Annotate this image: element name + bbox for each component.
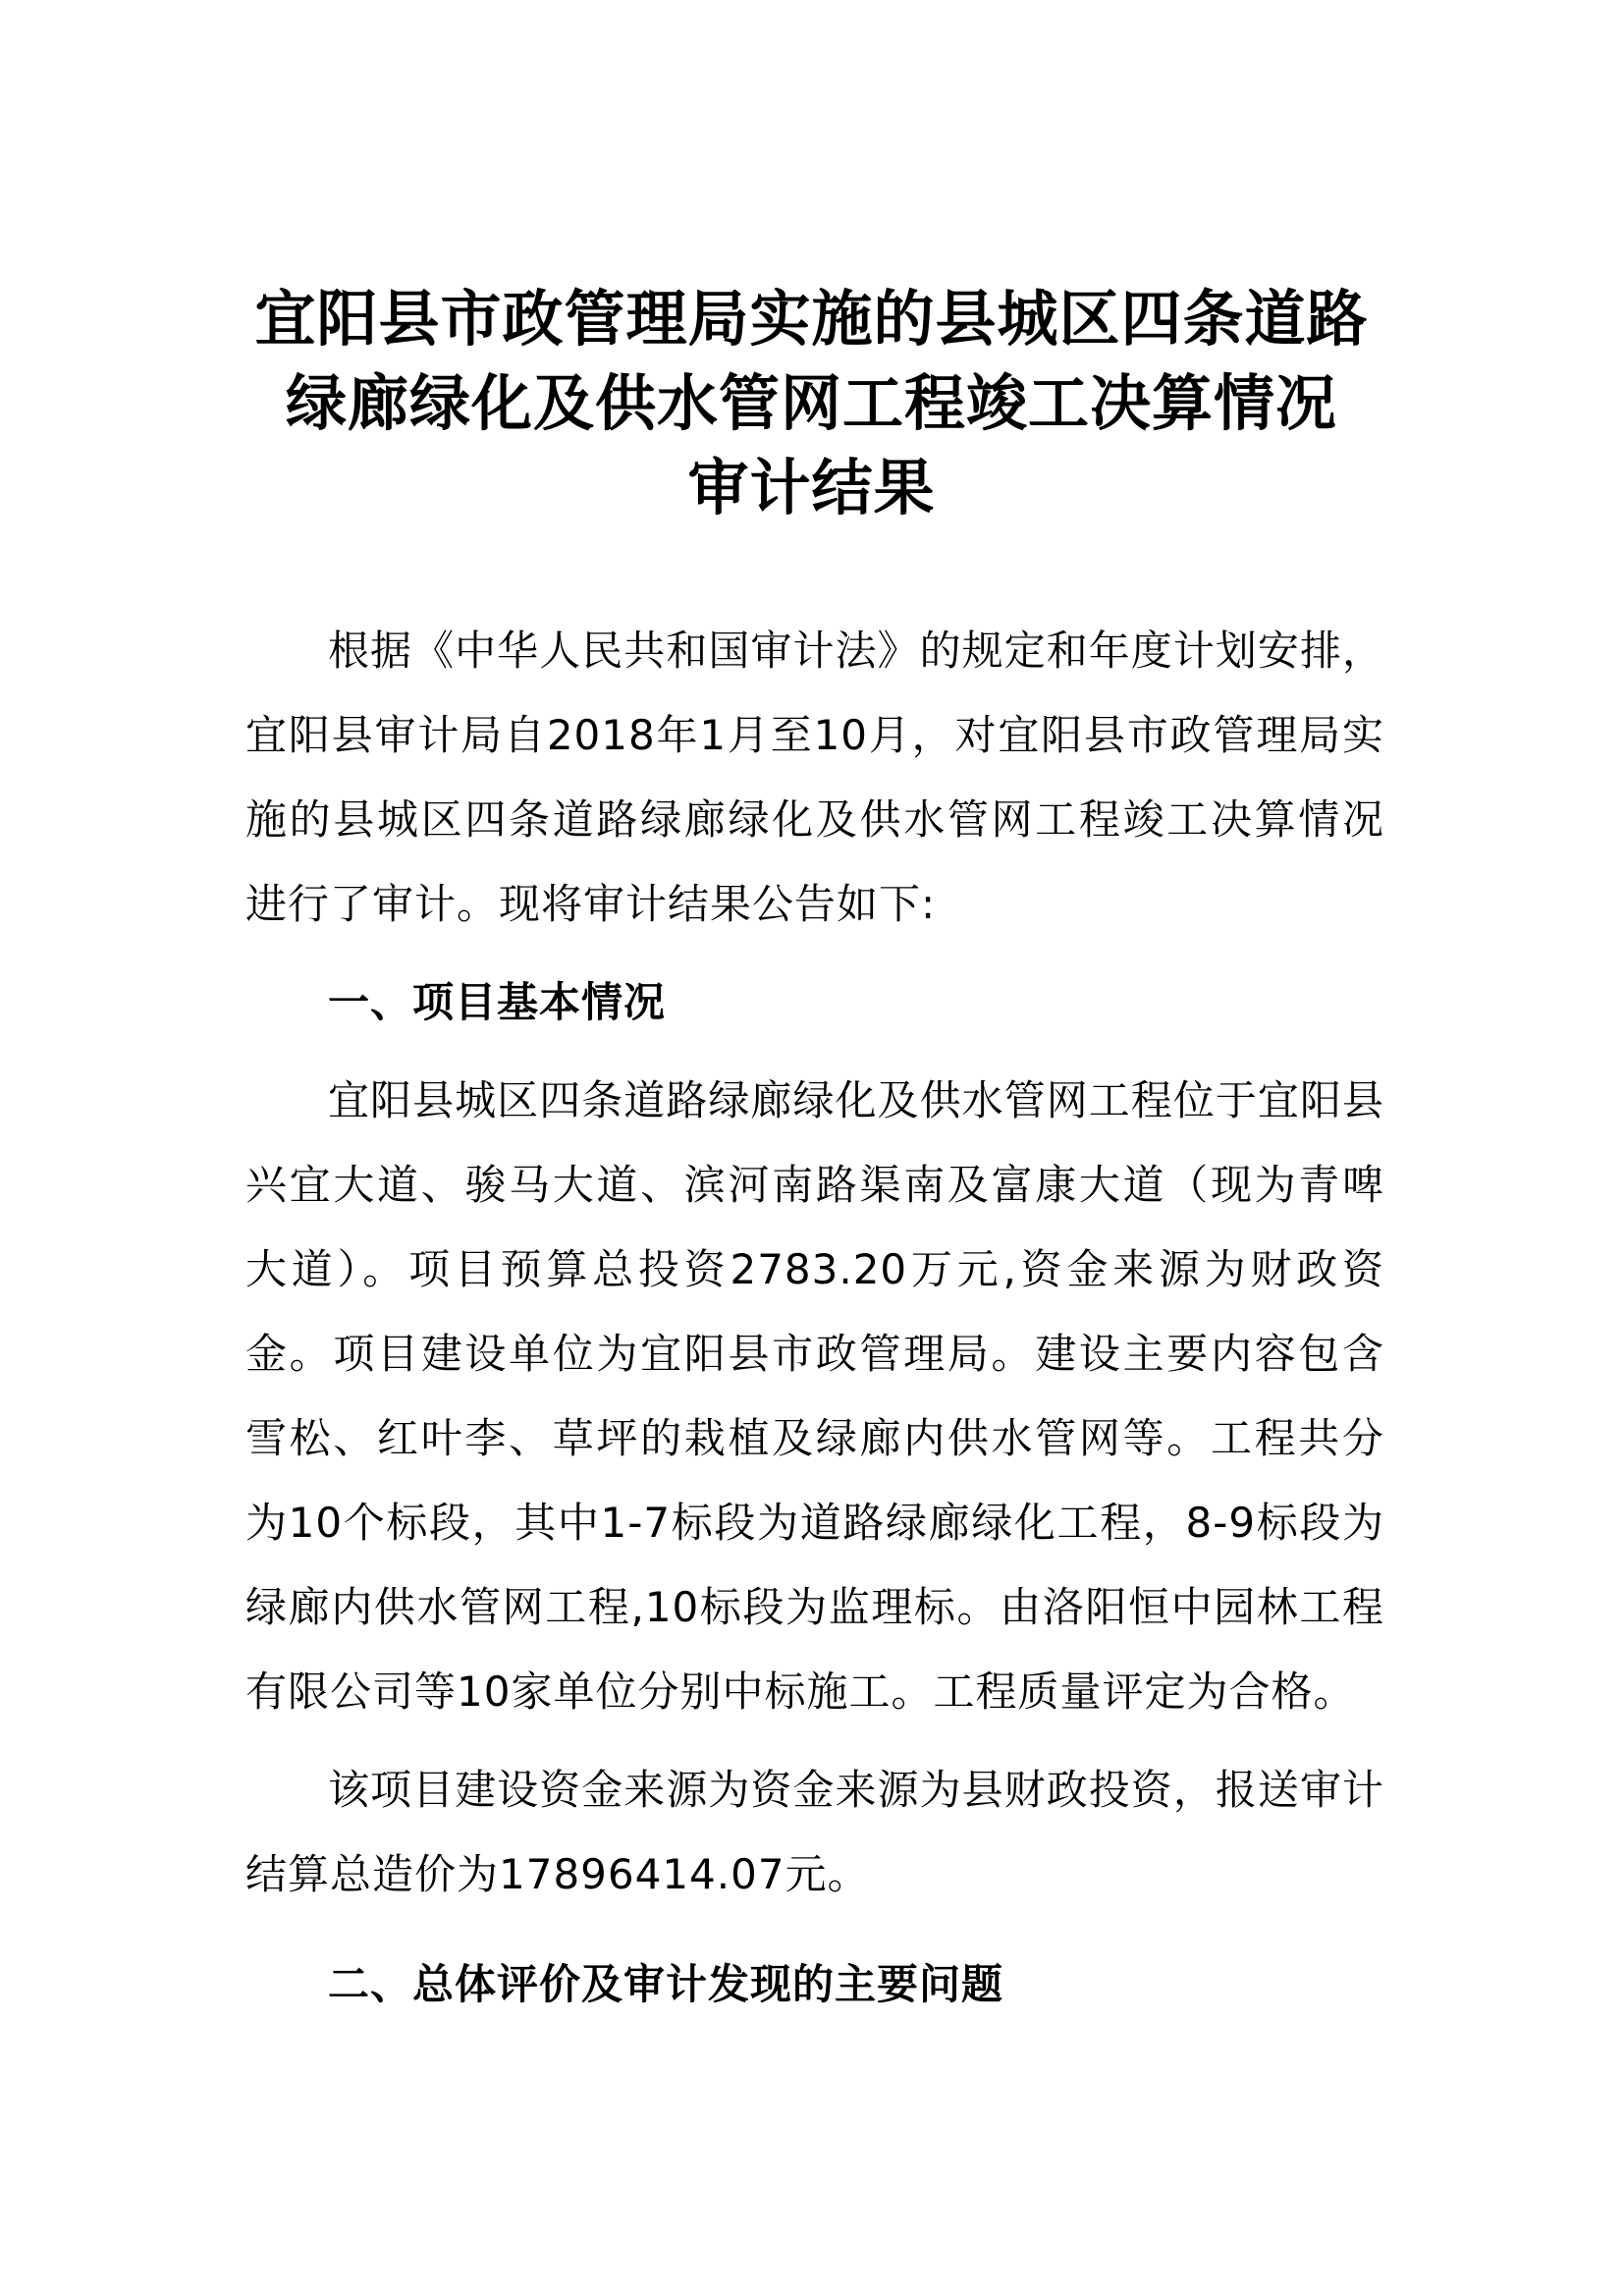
document-body (245, 609, 1384, 2027)
intro-paragraph: 根据《中华人民共和国审计法》的规定和年度计划安排，宜阳县审计局自2018年1月至10月，对宜阳县市政管理局实施的县城区四条道路绿廊绿化及供水管网工程竣工决算情况进行了审计。现将审计结果公告如下: (245, 627, 1384, 928)
project-paragraph: 宜阳县城区四条道路绿廊绿化及供水管网工程位于宜阳县兴宜大道、骏马大道、滨河南路渠南及富康大道（现为青啤大道）。项目预算总投资2783.20万元,资金来源为财政资金。项目建设单位为宜阳县市政管理局。建设主要内容包含雪松、红叶李、草坪的栽植及绿廊内供水管网等。工程共分为10个标段，其中1-7标段为道路绿廊绿化工程，8-9标段为绿廊内供水管网工程,10标段为监理标。由洛阳恒中园林工程有限公司等10家单位分别中标施工。工程质量评定为合格。 (245, 1076, 1384, 1716)
title-line-2: 绿廊绿化及供水管网工程竣工决算情况 (285, 367, 1337, 439)
section-heading-2: 二、总体评价及审计发现的主要问题 (328, 1960, 1004, 2008)
title-line-1: 宜阳县市政管理局实施的县城区四条道路 (254, 283, 1369, 355)
section-heading-1: 一、项目基本情况 (328, 978, 667, 1026)
document-title (0, 277, 1623, 530)
title-line-3: 审计结果 (687, 452, 936, 523)
funding-paragraph: 该项目建设资金来源为资金来源为县财政投资，报送审计结算总造价为17896414.07元。 (245, 1766, 1384, 1898)
